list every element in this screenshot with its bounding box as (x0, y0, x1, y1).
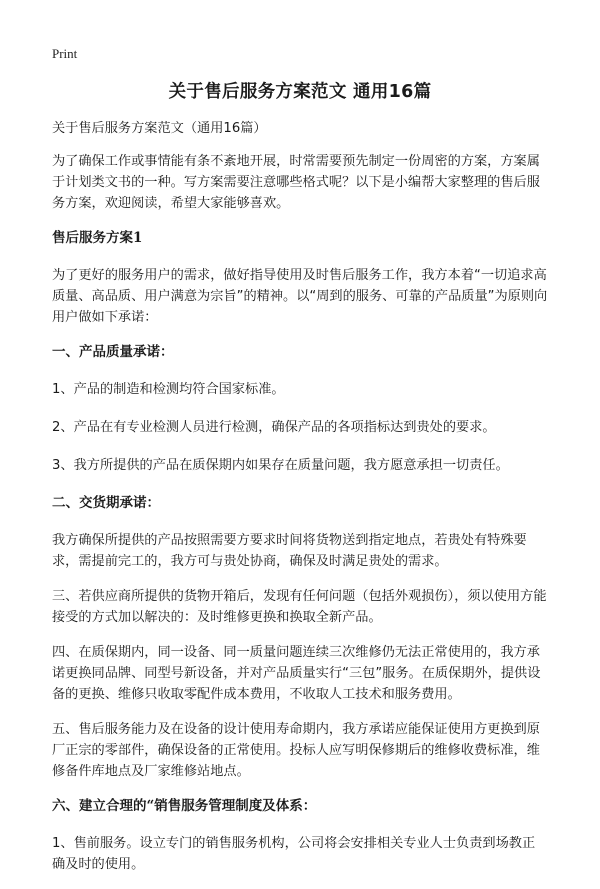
pre-sale-paragraph: 1、售前服务。设立专门的销售服务机构，公司将会安排相关专业人士负责到场教正确及时的使用。 (52, 836, 536, 872)
document-subtitle: 关于售后服务方案范文（通用16篇） (52, 121, 267, 136)
section-heading-management-system: 六、建立合理的“销售服务管理制度及体系： (52, 798, 317, 814)
quality-item: 3、我方所提供的产品在质保期内如果存在质量问题，我方愿意承担一切责任。 (52, 458, 509, 473)
quality-item: 1、产品的制造和检测均符合国家标准。 (52, 382, 285, 397)
page-title: 关于售后服务方案范文 通用16篇 (168, 82, 432, 102)
quality-item: 2、产品在有专业检测人员进行检测，确保产品的各项指标达到贵处的要求。 (52, 420, 496, 435)
section-heading-quality: 一、产品质量承诺： (52, 344, 174, 360)
section-1-intro: 为了更好的服务用户的需求，做好指导使用及时售后服务工作，我方本着“一切追求高质量、高品质、用户满意为宗旨”的精神。以“周到的服务、可靠的产品质量”为原则向用户做如下承诺： (52, 268, 548, 325)
intro-paragraph: 为了确保工作或事情能有条不紊地开展，时常需要预先制定一份周密的方案，方案属于计划类文书的一种。写方案需要注意哪些格式呢？以下是小编帮大家整理的售后服务方案，欢迎阅读，希望大家能够喜欢。 (52, 154, 540, 211)
section-heading-delivery: 二、交货期承诺： (52, 495, 160, 511)
section-heading-plan-1: 售后服务方案1 (52, 230, 143, 246)
unpacking-paragraph: 三、若供应商所提供的货物开箱后，发现有任何问题（包括外观损伤），须以使用方能接受的方式加以解决的：及时维修更换和换取全新产品。 (52, 589, 547, 625)
document-body (52, 118, 548, 889)
print-link[interactable]: Print (52, 46, 78, 61)
service-capability-paragraph: 五、售后服务能力及在设备的设计使用寿命期内，我方承诺应能保证使用方更换到原厂正宗的零部件，确保设备的正常使用。投标人应写明保修期后的维修收费标准，维修备件库地点及厂家维修站地点。 (52, 722, 540, 779)
warranty-paragraph: 四、在质保期内，同一设备、同一质量问题连续三次维修仍无法正常使用的，我方承诺更换同品牌、同型号新设备，并对产品质量实行“三包”服务。在质保期外，提供设备的更换、维修只收取零配件成本费用，不收取人工技术和服务费用。 (52, 645, 541, 702)
delivery-paragraph: 我方确保所提供的产品按照需要方要求时间将货物送到指定地点，若贵处有特殊要求，需提前完工的，我方可与贵处协商，确保及时满足贵处的需求。 (52, 533, 527, 569)
